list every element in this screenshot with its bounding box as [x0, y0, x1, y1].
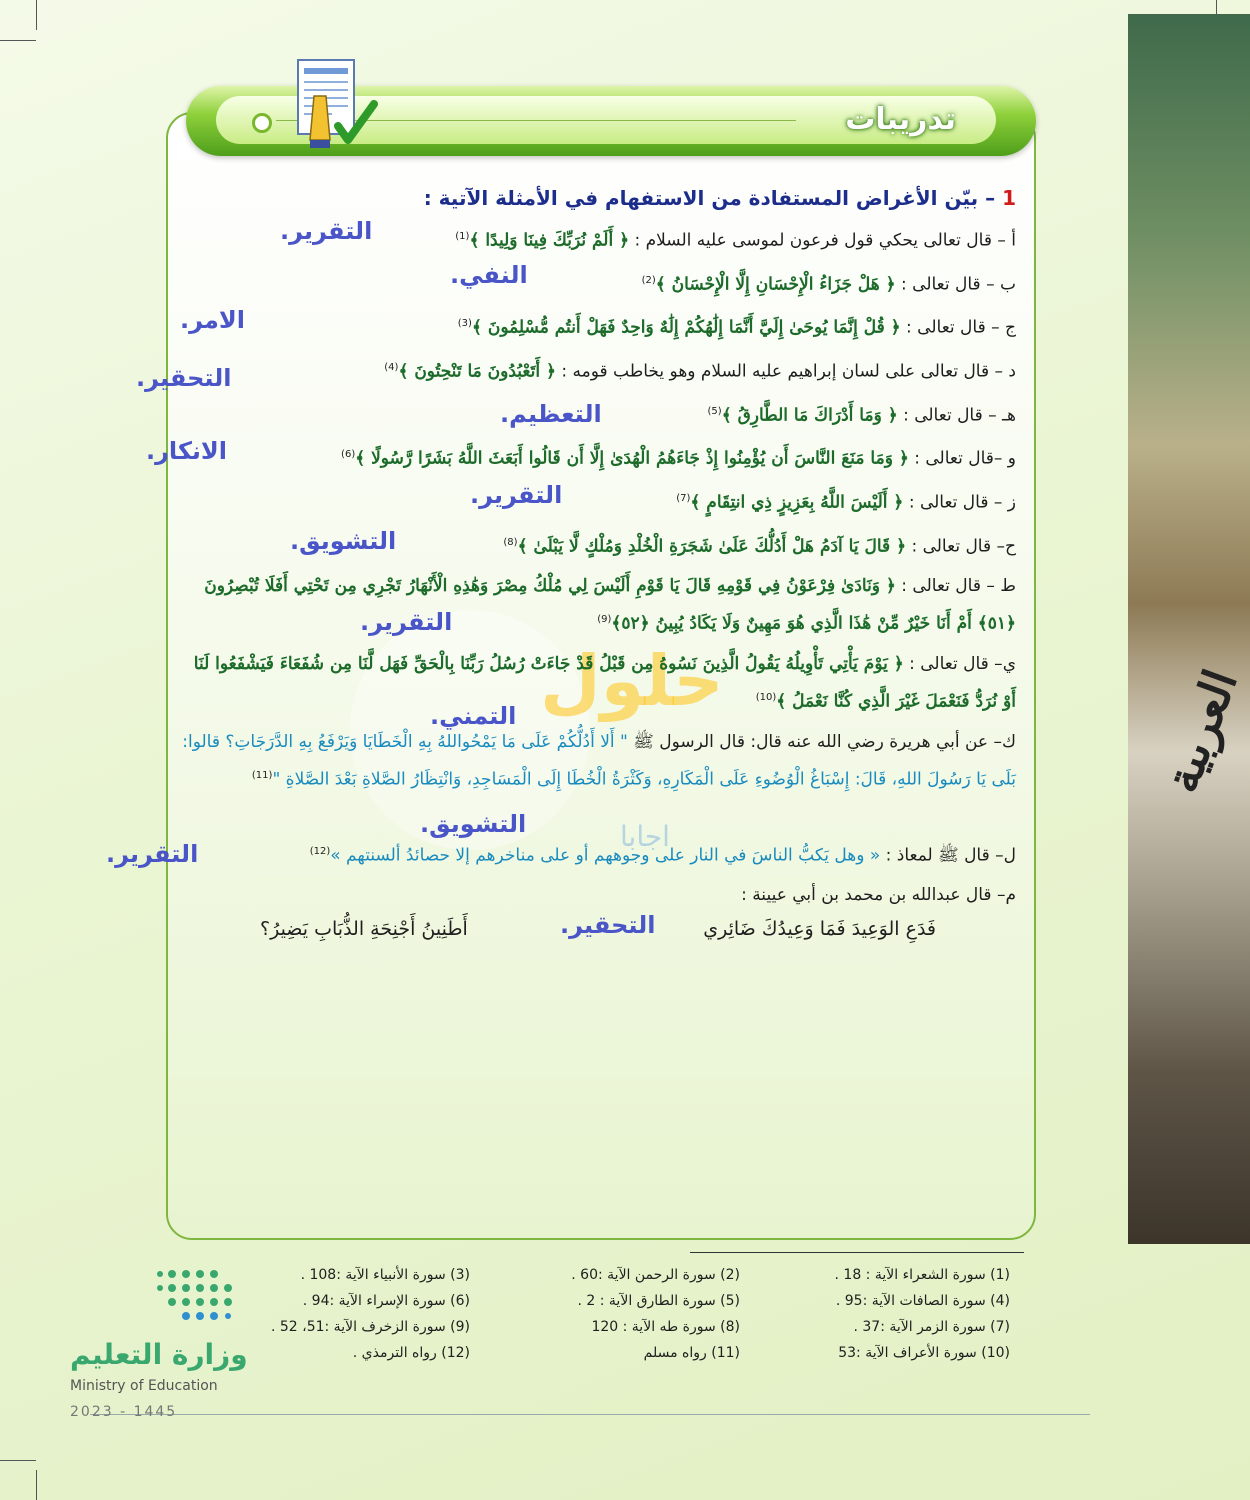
item-lead: – قال تعالى :: [908, 492, 1008, 513]
banner-dot: [252, 113, 272, 133]
handwritten-answer: النفي.: [450, 260, 528, 289]
footnote-ref: (12): [309, 845, 331, 857]
item-lead: – قال تعالى :: [901, 576, 1001, 597]
item-lead: – عن أبي هريرة رضي الله عنه قال: قال الرسول ﷺ: [633, 731, 1002, 752]
footnote: (4) سورة الصافات الآية :95 .: [835, 1293, 1010, 1309]
footnote: (6) سورة الإسراء الآية :94 .: [302, 1293, 470, 1309]
footnote: (12) رواه الترمذي .: [352, 1345, 470, 1361]
item-letter: ي: [1002, 653, 1016, 674]
exercise-item-a: [180, 217, 1016, 258]
poem-second-hemistich: أَطَنِينُ أَجْنِحَةِ الذُّبَابِ يَضِيرُ؟: [260, 918, 468, 941]
handwritten-answer: التقرير.: [360, 608, 453, 637]
item-verse: ﴿ أَلَمْ نُرَبِّكَ فِينَا وَلِيدًا ﴾: [469, 230, 630, 251]
exercise-instruction: – بيّن الأغراض المستفادة من الاستفهام في الأمثلة الآتية :: [423, 186, 996, 210]
item-verse: ﴿ وَمَا أَدْرَاكَ مَا الطَّارِقُ ﴾: [721, 405, 898, 426]
item-lead: – قال تعالى :: [906, 317, 1006, 338]
footnote-ref: (9): [597, 614, 612, 626]
footnote-ref: (11): [251, 769, 273, 781]
exercise-number: 1: [1002, 186, 1016, 210]
item-letter: ز: [1007, 492, 1016, 513]
exercise-item-e: [180, 395, 1016, 433]
handwritten-answer: الانكار.: [146, 437, 228, 466]
footnote-ref: (3): [457, 318, 472, 330]
item-letter: ل: [1003, 845, 1016, 866]
item-letter: ك: [1001, 731, 1016, 752]
crop-mark: [0, 40, 36, 41]
item-letter: م: [1005, 885, 1016, 906]
item-hadith: " أَلا أَدُلُّكُمْ عَلَى مَا يَمْحُواللهُ بِهِ الْخَطَايَا وَيَرْفَعُ بِهِ الدَّرَجَاتِ؟ قالوا: بَلَى يَا رَسُولَ اللهِ، قَالَ: إِسْبَاغُ الْوُضُوءِ عَلَى الْمَكَارِهِ، وَكَثْرَةُ الْخُطَا إِلَى الْمَسَاجِدِ، وَانْتِظَارُ الصَّلاةِ بَعْدَ الصَّلاةِ ": [182, 731, 1016, 790]
footnote: (10) سورة الأعراف الآية :53: [838, 1345, 1010, 1361]
item-lead: – قال تعالى :: [909, 653, 1003, 674]
decorative-photo: [1128, 14, 1250, 1244]
item-lead: – قال تعالى :: [903, 405, 1003, 426]
footnote-row: [200, 1288, 1010, 1314]
footnote: (7) سورة الزمر الآية :37 .: [853, 1319, 1010, 1335]
exercise-item-i: [180, 569, 1016, 641]
footnote-ref: (8): [503, 536, 518, 548]
exercise-content: [106, 186, 1016, 941]
item-verse: ﴿ أَتَعْبُدُونَ مَا تَنْحِتُونَ ﴾: [398, 361, 556, 382]
item-letter: ح: [1005, 536, 1016, 557]
ministry-year: 2023 - 1445: [70, 1404, 178, 1420]
exercise-item-l: [106, 835, 1016, 873]
footnote-row: [200, 1262, 1010, 1288]
exercise-item-j: [180, 647, 1016, 730]
item-lead: – قال تعالى :: [901, 274, 1000, 295]
item-verse: ﴿ قُلْ إِنَّمَا يُوحَىٰ إِلَيَّ أَنَّمَا إِلَٰهُكُمْ إِلَٰهٌ وَاحِدٌ فَهَلْ أَنتُم مُّسْلِمُونَ ﴾: [471, 317, 901, 338]
item-verse: ﴿ هَلْ جَزَاءُ الْإِحْسَانِ إِلَّا الْإِحْسَانُ ﴾: [655, 274, 896, 295]
crop-mark: [0, 1460, 36, 1461]
ministry-logo-icon: [150, 1266, 250, 1326]
item-lead: – قال تعالى يحكي قول فرعون لموسى عليه السلام :: [634, 230, 1012, 251]
item-letter: أ: [1011, 230, 1016, 251]
exercise-item-d: [136, 351, 1016, 392]
footnote: (3) سورة الأنبياء الآية :108 .: [300, 1267, 470, 1283]
handwritten-answer: التقرير.: [106, 839, 199, 868]
crop-mark: [36, 1470, 37, 1500]
footnote: (1) سورة الشعراء الآية : 18 .: [834, 1267, 1010, 1283]
footnote-ref: (5): [707, 405, 722, 417]
photo-word: العربية: [1153, 662, 1248, 800]
footnote: (2) سورة الرحمن الآية :60 .: [571, 1267, 740, 1283]
exercise-item-f: [146, 437, 1016, 476]
footnote-table: [200, 1262, 1010, 1366]
crop-mark: [36, 0, 37, 30]
exercise-heading: [180, 186, 1016, 210]
handwritten-answer: الامر.: [180, 306, 246, 335]
watermark-sub: اجابا: [620, 820, 670, 853]
handwritten-answer: التعظيم.: [500, 399, 602, 428]
handwritten-answer: التقرير.: [470, 480, 563, 509]
document-pen-icon: [292, 56, 378, 152]
handwritten-answer: التشويق.: [420, 809, 527, 838]
footnote: (8) سورة طه الآية : 120: [591, 1319, 740, 1335]
footnote-row: [200, 1340, 1010, 1366]
item-letter: ج: [1005, 317, 1016, 338]
footnote-ref: (7): [676, 492, 691, 504]
exercise-item-c: [180, 307, 1016, 345]
item-letter: د: [1008, 361, 1016, 382]
footnote-ref: (10): [755, 691, 777, 703]
item-lead: – قال تعالى على لسان إبراهيم عليه السلام وهو يخاطب قومه :: [561, 361, 1009, 382]
footnote-row: [200, 1314, 1010, 1340]
item-lead: – قال عبدالله بن محمد بن أبي عيينة :: [741, 885, 1006, 906]
item-lead: – قال ﷺ لمعاذ :: [885, 845, 1004, 866]
item-verse: ﴿ وَنَادَىٰ فِرْعَوْنُ فِي قَوْمِهِ قَالَ يَا قَوْمِ أَلَيْسَ لِي مُلْكُ مِصْرَ وَهَٰذِهِ الْأَنْهَارُ تَجْرِي مِن تَحْتِي أَفَلَا تُبْصِرُونَ ﴿٥١﴾ أَمْ أَنَا خَيْرٌ مِّنْ هَٰذَا الَّذِي هُوَ مَهِينٌ وَلَا يَكَادُ يُبِينُ ﴿٥٢﴾: [204, 576, 1016, 634]
item-verse: ﴿ قَالَ يَا آدَمُ هَلْ أَدُلُّكَ عَلَىٰ شَجَرَةِ الْخُلْدِ وَمُلْكٍ لَّا يَبْلَىٰ ﴾: [517, 536, 907, 557]
footnote: (5) سورة الطارق الآية : 2 .: [577, 1293, 740, 1309]
handwritten-answer: التمني.: [430, 701, 517, 730]
footnote: (11) رواه مسلم: [643, 1345, 740, 1361]
item-lead: – قال تعالى :: [911, 536, 1006, 557]
ministry-name-english: Ministry of Education: [70, 1378, 218, 1394]
ministry-logo: [64, 1266, 254, 1426]
footnotes: [200, 1262, 1010, 1366]
watermark-text: حلول: [540, 640, 724, 722]
item-hadith: « وهل يَكبُّ الناسَ في النار على وجوههم أو على مناخرهم إلا حصائدُ ألسنتهم »: [330, 845, 881, 866]
footnote-ref: (1): [455, 231, 470, 242]
handwritten-answer: التحقير.: [560, 911, 656, 940]
exercise-item-b: [180, 260, 1016, 302]
item-letter: ط: [1000, 576, 1016, 597]
exercise-item-h: [180, 526, 1016, 564]
footnote-ref: (4): [384, 361, 399, 373]
exercise-item-g: [180, 482, 1016, 520]
handwritten-answer: التشويق.: [290, 526, 397, 555]
item-verse: ﴿ وَمَا مَنَعَ النَّاسَ أَن يُؤْمِنُوا إِذْ جَاءَهُمُ الْهُدَىٰ إِلَّا أَن قَالُوا أَبَعَثَ اللَّهُ بَشَرًا رَّسُولًا ﴾: [355, 448, 909, 469]
item-letter: ب: [999, 274, 1016, 295]
item-letter: هـ: [1002, 405, 1016, 426]
footnote: (9) سورة الزخرف الآية :51، 52 .: [270, 1319, 470, 1335]
footnote-ref: (2): [641, 274, 656, 286]
item-verse: ﴿ يَوْمَ يَأْتِي تَأْوِيلُهُ يَقُولُ الَّذِينَ نَسُوهُ مِن قَبْلُ قَدْ جَاءَتْ رُسُلُ رَبِّنَا بِالْحَقِّ فَهَل لَّنَا مِن شُفَعَاءَ فَيَشْفَعُوا لَنَا أَوْ نُرَدُّ فَنَعْمَلَ غَيْرَ الَّذِي كُنَّا نَعْمَلُ ﴾: [193, 653, 1016, 712]
banner-title: تدريبات: [845, 102, 956, 137]
footnote-ref: (6): [341, 449, 356, 461]
item-letter: و: [1007, 448, 1016, 469]
poem-first-hemistich: فَدَعِ الوَعِيدَ فَمَا وَعِيدُكَ ضَائِري: [703, 918, 936, 941]
handwritten-answer: التحقير.: [136, 363, 232, 392]
item-verse: ﴿ أَلَيْسَ اللَّهُ بِعَزِيزٍ ذِي انتِقَامٍ ﴾: [690, 492, 904, 513]
ministry-name-arabic: وزارة التعليم: [70, 1338, 248, 1371]
footnote-rule: [690, 1252, 1024, 1253]
item-lead: –قال تعالى :: [914, 448, 1008, 469]
handwritten-answer: التقرير.: [280, 217, 373, 245]
